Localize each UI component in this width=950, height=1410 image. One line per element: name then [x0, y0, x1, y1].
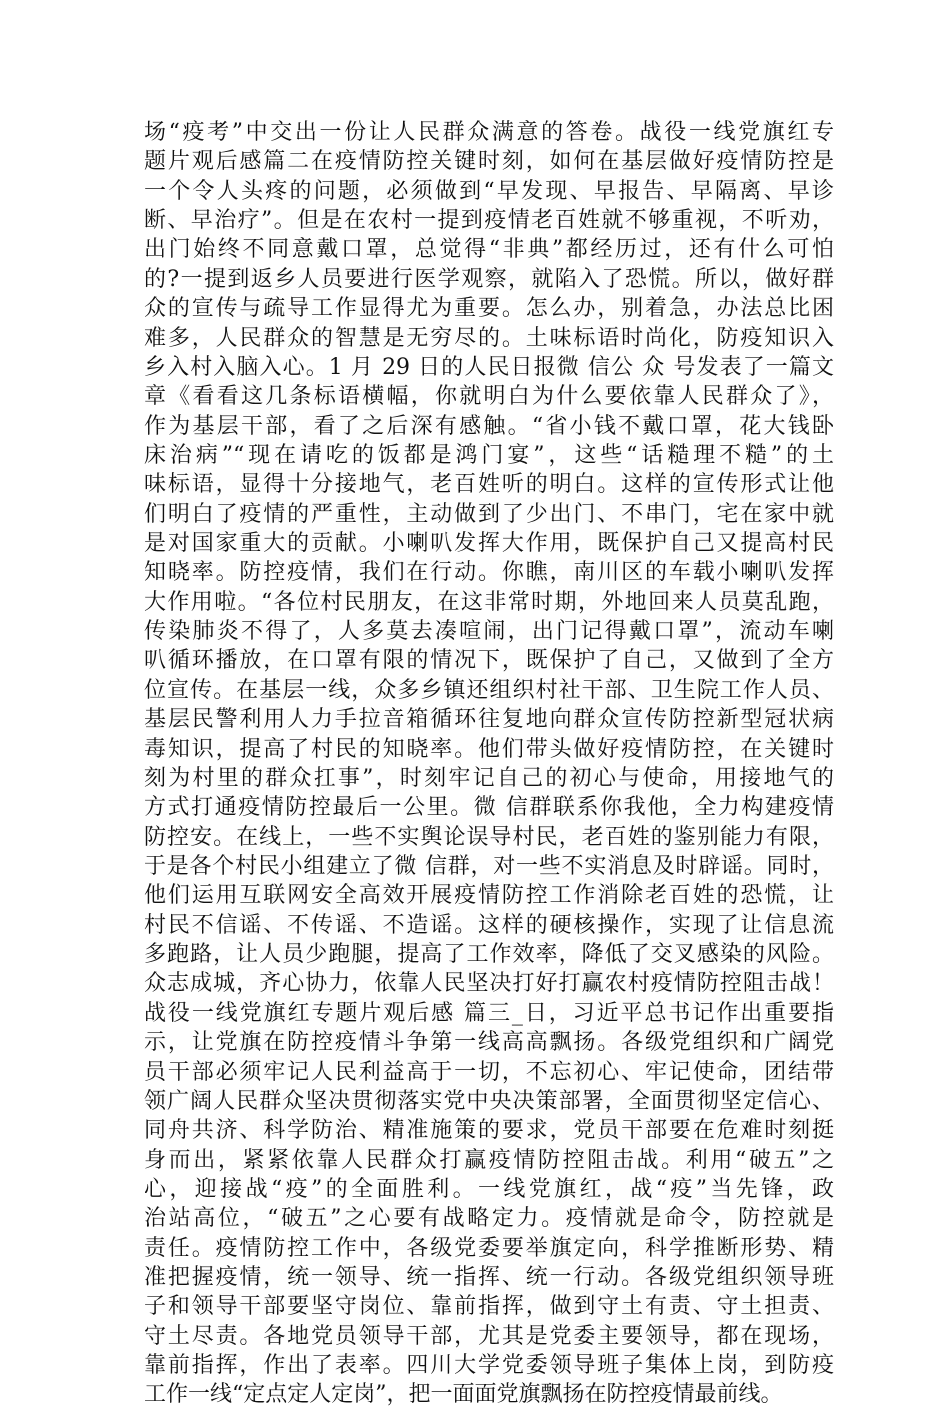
- text-line: 出门始终不同意戴口罩，总觉得“非典”都经历过，还有什么可怕: [144, 237, 834, 263]
- text-line: 同舟共济、科学防治、精准施策的要求，党员干部要在危难时刻挺: [144, 1118, 834, 1144]
- text-line: 他们运用互联网安全高效开展疫情防控工作消除老百姓的恐慌，让: [144, 883, 834, 909]
- text-line: 方式打通疫情防控最后一公里。微 信群联系你我他，全力构建疫情: [144, 795, 834, 821]
- text-line: 乡入村入脑入心。1 月 29 日的人民日报微 信公 众 号发表了一篇文: [144, 354, 834, 380]
- text-line: 责任。疫情防控工作中，各级党委要举旗定向，科学推断形势、精: [144, 1235, 834, 1261]
- text-line: 知晓率。防控疫情，我们在行动。你瞧，南川区的车载小喇叭发挥: [144, 560, 834, 586]
- text-line: 大作用啦。“各位村民朋友，在这非常时期，外地回来人员莫乱跑，: [144, 589, 834, 615]
- text-line: 员干部必须牢记人民利益高于一切，不忘初心、牢记使命，团结带: [144, 1059, 834, 1085]
- text-line: 味标语，显得十分接地气，老百姓听的明白。这样的宣传形式让他: [144, 472, 834, 498]
- text-line: 治站高位，“破五”之心要有战略定力。疫情就是命令，防控就是: [144, 1206, 834, 1232]
- text-line: 们明白了疫情的严重性，主动做到了少出门、不串门，宅在家中就: [144, 501, 834, 527]
- text-line: 题片观后感篇二在疫情防控关键时刻，如何在基层做好疫情防控是: [144, 149, 834, 175]
- text-line: 基层民警利用人力手拉音箱循环往复地向群众宣传防控新型冠状病: [144, 707, 834, 733]
- text-line: 刻为村里的群众扛事”，时刻牢记自己的初心与使命，用接地气的: [144, 765, 834, 791]
- text-line: 作为基层干部，看了之后深有感触。“省小钱不戴口罩，花大钱卧: [144, 413, 834, 439]
- text-line: 靠前指挥，作出了表率。四川大学党委领导班子集体上岗，到防疫: [144, 1353, 834, 1379]
- text-line: 子和领导干部要坚守岗位、靠前指挥，做到守土有责、守土担责、: [144, 1294, 834, 1320]
- text-line: 场“疫考”中交出一份让人民群众满意的答卷。战役一线党旗红专: [144, 120, 834, 145]
- text-line: 村民不信谣、不传谣、不造谣。这样的硬核操作，实现了让信息流: [144, 912, 834, 938]
- text-line: 战役一线党旗红专题片观后感 篇三_日，习近平总书记作出重要指: [144, 1000, 834, 1026]
- text-line: 毒知识，提高了村民的知晓率。他们带头做好疫情防控，在关键时: [144, 736, 834, 762]
- body-text: [144, 118, 834, 1410]
- text-line: 难多，人民群众的智慧是无穷尽的。土味标语时尚化，防疫知识入: [144, 325, 834, 351]
- text-line: 工作一线“定点定人定岗”，把一面面党旗飘扬在防控疫情最前线。: [144, 1382, 783, 1408]
- text-line: 床治病”“现在请吃的饭都是鸿门宴”，这些“话糙理不糙”的土: [144, 442, 834, 468]
- text-line: 一个令人头疼的问题，必须做到“早发现、早报告、早隔离、早诊: [144, 178, 834, 204]
- text-line: 示，让党旗在防控疫情斗争第一线高高飘扬。各级党组织和广阔党: [144, 1030, 834, 1056]
- text-line: 众志成城，齐心协力，依靠人民坚决打好打赢农村疫情防控阻击战！: [144, 971, 834, 997]
- text-line: 守土尽责。各地党员领导干部，尤其是党委主要领导，都在现场，: [144, 1323, 834, 1349]
- text-line: 身而出，紧紧依靠人民群众打赢疫情防控阻击战。利用“破五”之: [144, 1147, 834, 1173]
- text-line: 于是各个村民小组建立了微 信群，对一些不实消息及时辟谣。同时，: [144, 853, 834, 879]
- text-line: 传染肺炎不得了，人多莫去凑喧闹，出门记得戴口罩”，流动车喇: [144, 619, 834, 645]
- text-line: 准把握疫情，统一领导、统一指挥、统一行动。各级党组织领导班: [144, 1265, 834, 1291]
- text-line: 领广阔人民群众坚决贯彻落实党中央决策部署，全面贯彻坚定信心、: [144, 1088, 834, 1114]
- text-line: 位宣传。在基层一线，众多乡镇还组织村社干部、卫生院工作人员、: [144, 677, 834, 703]
- text-line: 叭循环播放，在口罩有限的情况下，既保护了自己，又做到了全方: [144, 648, 834, 674]
- text-line: 章《看看这几条标语横幅，你就明白为什么要依靠人民群众了》，: [144, 384, 834, 410]
- text-line: 防控安。在线上，一些不实舆论误导村民，老百姓的鉴别能力有限，: [144, 824, 834, 850]
- text-line: 众的宣传与疏导工作显得尤为重要。怎么办，别着急，办法总比困: [144, 296, 834, 322]
- text-line: 心，迎接战“疫”的全面胜利。一线党旗红，战“疫”当先锋，政: [144, 1176, 834, 1202]
- text-line: 的?一提到返乡人员要进行医学观察，就陷入了恐慌。所以，做好群: [144, 266, 834, 292]
- text-line: 是对国家重大的贡献。小喇叭发挥大作用，既保护自己又提高村民: [144, 531, 834, 557]
- text-line: 多跑路，让人员少跑腿，提高了工作效率，降低了交叉感染的风险。: [144, 942, 834, 968]
- text-line: 断、早治疗”。但是在农村一提到疫情老百姓就不够重视，不听劝，: [144, 208, 834, 234]
